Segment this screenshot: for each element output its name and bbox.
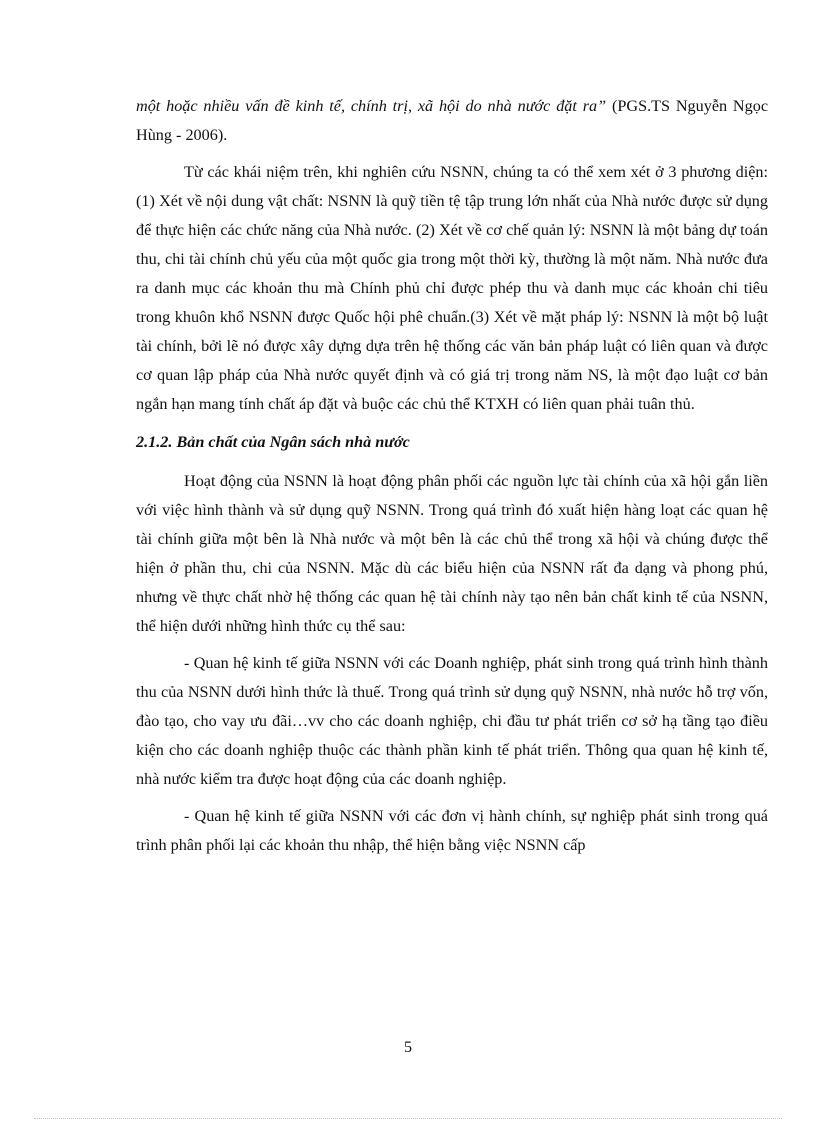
citation-text: (PGS.TS Nguyễn Ngọc Hùng - 2006). [136, 97, 768, 144]
paragraph-administrative-units: - Quan hệ kinh tế giữa NSNN với các đơn vị hành chính, sự nghiệp phát sinh trong quá trình phân phối lại các khoản thu nhập, thể hiện bằng việc NSNN cấp [136, 807, 768, 854]
quote-italic-text: một hoặc nhiều vấn đề kinh tế, chính trị, xã hội do nhà nước đặt ra” [136, 97, 607, 115]
section-heading: 2.1.2. Bản chất của Ngân sách nhà nước [136, 433, 410, 451]
paragraph-three-aspects: Từ các khái niệm trên, khi nghiên cứu NSNN, chúng ta có thể xem xét ở 3 phương diện: (1) Xét về nội dung vật chất: NSNN là quỹ tiền tệ tập trung lớn nhất của Nhà nước được sử dụng để thực hiện các chức năng của Nhà nước. (2) Xét về cơ chế quản lý: NSNN là một bảng dự toán thu, chi tài chính chủ yếu của một quốc gia trong một thời kỳ, thường là một năm. Nhà nước đưa ra danh mục các khoản thu mà Chính phủ chỉ được phép thu và danh mục các khoản chi tiêu trong khuôn khổ NSNN được Quốc hội phê chuẩn.(3) Xét về mặt pháp lý: NSNN là một bộ luật tài chính, bởi lẽ nó được xây dựng dựa trên hệ thống các văn bản pháp luật có liên quan và được cơ quan lập pháp của Nhà nước quyết định và có giá trị trong năm NS, là một đạo luật cơ bản ngắn hạn mang tính chất áp đặt và buộc các chủ thể KTXH có liên quan phải tuân thủ. [136, 163, 768, 413]
page-body [136, 92, 768, 868]
paragraph-quote-ending [136, 92, 768, 150]
page-number: 5 [404, 1039, 412, 1056]
page-bottom-border [34, 1118, 782, 1119]
paragraph-enterprise-relations: - Quan hệ kinh tế giữa NSNN với các Doanh nghiệp, phát sinh trong quá trình hình thành thu của NSNN dưới hình thức là thuế. Trong quá trình sử dụng quỹ NSNN, nhà nước hỗ trợ vốn, đào tạo, cho vay ưu đãi…vv cho các doanh nghiệp, chi đầu tư phát triển cơ sở hạ tầng tạo điều kiện cho các doanh nghiệp thuộc các thành phần kinh tế phát triển. Thông qua quan hệ kinh tế, nhà nước kiểm tra được hoạt động của các doanh nghiệp. [136, 654, 768, 788]
paragraph-nature-of-budget: Hoạt động của NSNN là hoạt động phân phối các nguồn lực tài chính của xã hội gắn liền với việc hình thành và sử dụng quỹ NSNN. Trong quá trình đó xuất hiện hàng loạt các quan hệ tài chính giữa một bên là Nhà nước và một bên là các chủ thể trong xã hội và chúng được thể hiện ở phần thu, chi của NSNN. Mặc dù các biểu hiện của NSNN rất đa dạng và phong phú, nhưng về thực chất nhờ hệ thống các quan hệ tài chính này tạo nên bản chất kinh tế của NSNN, thể hiện dưới những hình thức cụ thể sau: [136, 472, 768, 635]
